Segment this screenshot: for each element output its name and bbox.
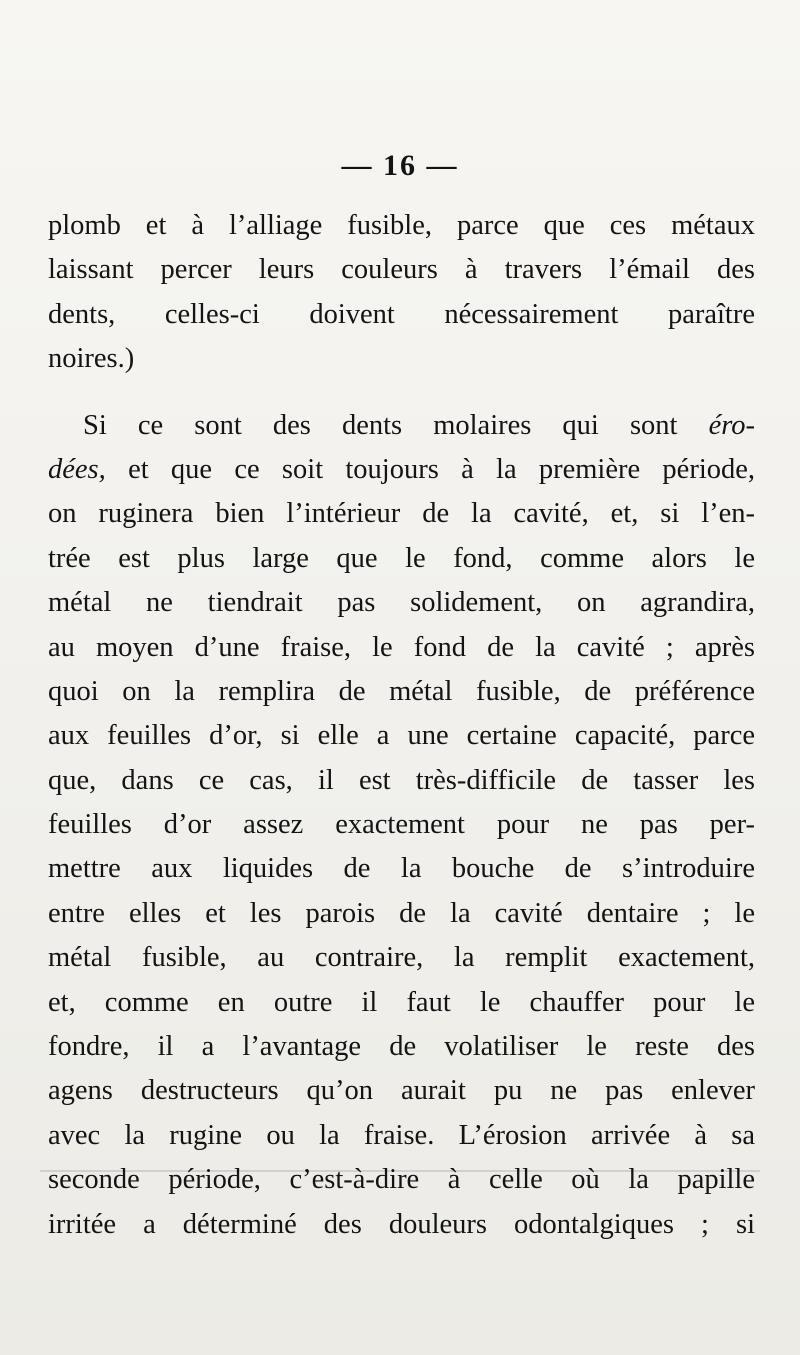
italic-word: éro- (708, 409, 756, 441)
text-line: laissant percer leurs couleurs à travers l’émail des (48, 254, 755, 286)
text-segment: Si ce sont des dents molaires qui sont (83, 409, 678, 441)
text-line (48, 404, 755, 448)
italic-word: dées, (48, 453, 106, 485)
text-line: seconde période, c’est-à-dire à celle où la papille (48, 1164, 755, 1196)
text-line: que, dans ce cas, il est très-difficile de tasser les (48, 764, 755, 796)
body-text (48, 204, 755, 1247)
text-line: avec la rugine ou la fraise. L’érosion arrivée à sa (48, 1119, 755, 1151)
text-line: fondre, il a l’avantage de volatiliser le reste des (48, 1031, 755, 1063)
text-line: irritée a déterminé des douleurs odontalgiques ; si (48, 1208, 755, 1240)
text-line: trée est plus large que le fond, comme alors le (48, 542, 755, 574)
text-line: quoi on la remplira de métal fusible, de préférence (48, 675, 755, 707)
page-number: — 16 — (341, 149, 459, 182)
text-line: dents, celles-ci doivent nécessairement paraître (48, 298, 755, 330)
text-line (48, 448, 755, 492)
text-line: on ruginera bien l’intérieur de la cavité, et, si l’en- (48, 498, 755, 530)
paragraph-gap (48, 382, 755, 404)
text-line: aux feuilles d’or, si elle a une certaine capacité, parce (48, 720, 755, 752)
text-line: agens destructeurs qu’on aurait pu ne pas enlever (48, 1075, 755, 1107)
text-line: au moyen d’une fraise, le fond de la cavité ; après (48, 631, 755, 663)
text-line: et, comme en outre il faut le chauffer pour le (48, 986, 755, 1018)
text-line: noires.) (48, 343, 135, 375)
text-line: métal fusible, au contraire, la remplit exactement, (48, 942, 755, 974)
text-segment: et que ce soit toujours à la première période, (128, 453, 756, 485)
text-line: entre elles et les parois de la cavité dentaire ; le (48, 897, 755, 929)
text-line: métal ne tiendrait pas solidement, on agrandira, (48, 587, 755, 619)
text-line: plomb et à l’alliage fusible, parce que ces métaux (48, 210, 755, 241)
text-line: feuilles d’or assez exactement pour ne pas per- (48, 809, 755, 841)
text-line: mettre aux liquides de la bouche de s’introduire (48, 853, 755, 885)
